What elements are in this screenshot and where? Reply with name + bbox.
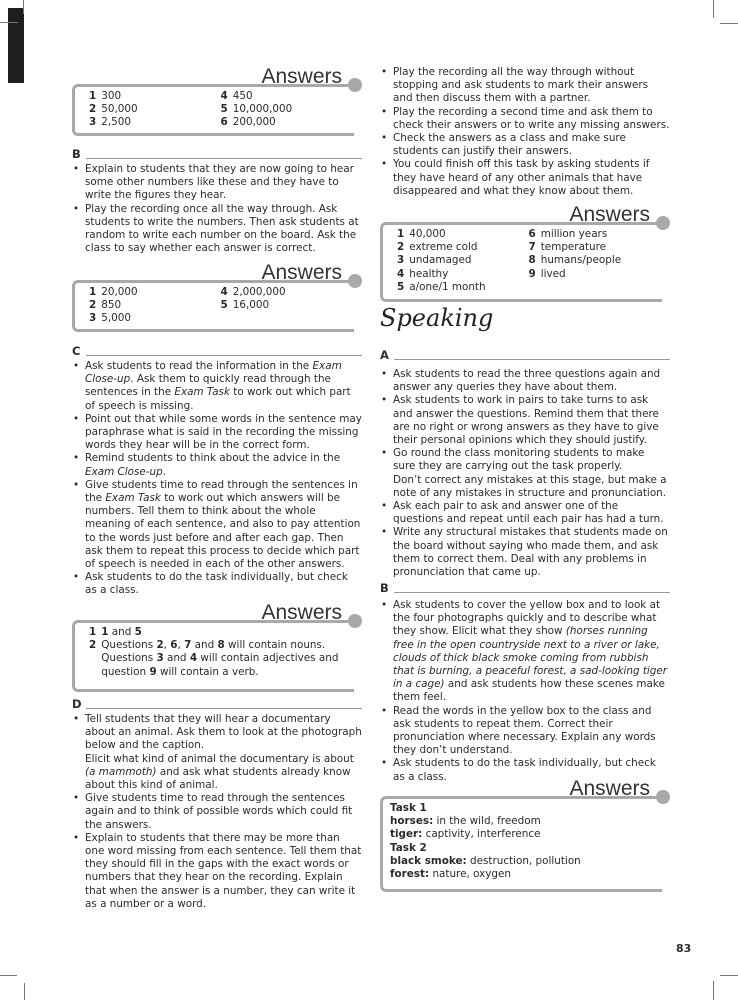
crop-mark	[23, 0, 24, 14]
answers-heading: Answers	[569, 203, 650, 226]
speaking-section-a-heading: A	[380, 349, 670, 363]
list-item: • Ask students to do the task individually, but check as a class.	[380, 757, 670, 783]
answer-item: 4 healthy	[397, 267, 449, 280]
crop-mark	[24, 983, 25, 1000]
answers-heading: Answers	[569, 777, 650, 800]
crop-mark	[0, 22, 18, 23]
answer-item: 5 16,000	[220, 299, 270, 312]
answer-item: 4 450	[220, 90, 253, 102]
task-label: Task 1	[390, 802, 427, 814]
answer-item: 1 20,000	[89, 286, 138, 298]
list-item: • Give students time to read through the sentences in the Exam Task to work out which answers will be numbers. Tell them to think about the whole meaning of each sentence, and also to pay attention to the words just before and after each gap. Then ask them to repeat this process to decide which part of speech is needed in each of the other answers.	[72, 479, 362, 571]
speaking-section-b-list	[380, 599, 670, 784]
list-item: • Ask each pair to ask and answer one of the questions and repeat until each pair has had a turn.	[380, 500, 670, 526]
list-item: • Remind students to think about the advice in the Exam Close-up.	[72, 452, 362, 478]
answer-item: tiger: captivity, interference	[390, 828, 541, 841]
page-number: 83	[676, 942, 692, 955]
list-item: • Write any structural mistakes that students made on the board without saying who made them, and ask them to correct them. Deal with any problems in pronunciation that came up.	[380, 526, 670, 579]
task-label: Task 2	[390, 841, 427, 854]
answer-item: 6 million years	[528, 228, 608, 240]
answer-item: 2 850	[89, 299, 122, 312]
list-item: • Tell students that they will hear a documentary about an animal. Ask them to look at the photograph below and the caption. Elicit what kind of animal the documentary is about (a mammoth) and ask what students already know about this kind of animal.	[72, 713, 362, 792]
list-item: • Explain to students that there may be more than one word missing from each sentence. Tell them that they should fill in the gaps with the exact words or numbers that they hear on the recording. Explain that when the answer is a number, they can write it as a number or a word.	[72, 832, 362, 911]
section-d-continued-list	[380, 66, 670, 198]
list-item: • Explain to students that they are now going to hear some other numbers like these and they have to write the figures they hear.	[72, 163, 362, 203]
answer-item: 4 2,000,000	[220, 286, 286, 298]
list-item: • Ask students to read the three questions again and answer any queries they have about them.	[380, 368, 670, 394]
answers-box-4	[380, 204, 670, 302]
answer-item: 8 humans/people	[528, 254, 622, 267]
list-item: • Check the answers as a class and make sure students can justify their answers.	[380, 132, 670, 158]
answers-box-3	[72, 602, 362, 692]
list-item: • Ask students to do the task individually, but check as a class.	[72, 571, 362, 597]
answer-item: 9 lived	[528, 267, 566, 280]
list-item: • You could finish off this task by asking students if they have heard of any other animals that have disappeared and what they know about them.	[380, 158, 670, 198]
crop-mark	[720, 23, 738, 24]
answers-box-1	[72, 66, 362, 136]
chapter-tab-marker	[8, 8, 24, 83]
crop-mark	[713, 981, 714, 1000]
crop-mark	[713, 0, 714, 18]
section-b-list	[72, 163, 362, 255]
section-d-heading: D	[72, 698, 362, 712]
crop-mark	[720, 975, 738, 976]
answer-item: 3 2,500	[89, 116, 131, 129]
section-b-heading: B	[72, 148, 362, 162]
list-item: • Give students time to read through the sentences again and to think of possible words which could fit the answers.	[72, 792, 362, 832]
answer-item: 1 40,000	[397, 228, 446, 240]
answers-heading: Answers	[261, 261, 342, 284]
list-item: • Read the words in the yellow box to the class and ask students to repeat them. Correct their pronunciation where necessary. Explain any words they don’t understand.	[380, 705, 670, 758]
answer-item: 2 50,000	[89, 103, 138, 116]
answer-item: 1 1 and 5	[89, 626, 142, 638]
answer-item: 2 extreme cold	[397, 241, 478, 254]
speaking-section-a-list	[380, 368, 670, 579]
list-item: • Ask students to work in pairs to take turns to ask and answer the questions. Remind them that there are no right or wrong answers as they have to give their personal opinions which they should justify.	[380, 394, 670, 447]
answer-item: 5 a/one/1 month	[397, 280, 486, 293]
list-item: • Play the recording all the way through without stopping and ask students to mark their answers and then discuss them with a partner.	[380, 66, 670, 106]
list-item: • Play the recording a second time and ask them to check their answers or to write any missing answers.	[380, 106, 670, 132]
list-item: • Ask students to cover the yellow box and to look at the four photographs quickly and to describe what they show. Elicit what they show (horses running free in the open countryside next to a river or lake, clouds of thick black smoke coming from rubbish that is burning, a peaceful forest, a sad-looking tiger in a cage) and ask students how these scenes make them feel.	[380, 599, 670, 705]
list-item: • Ask students to read the information in the Exam Close-up. Ask them to quickly read through the sentences in the Exam Task to work out which part of speech is missing.	[72, 360, 362, 413]
answer-item: 2 Questions 2, 6, 7 and 8 will contain nouns. Questions 3 and 4 will contain adjectives and question 9 will contain a verb.	[89, 639, 339, 678]
crop-mark	[0, 975, 17, 976]
section-c-list	[72, 360, 362, 598]
list-item: • Go round the class monitoring students to make sure they are carrying out the task properly. Don’t correct any mistakes at this stage, but make a note of any mistakes in structure and pronunciation.	[380, 447, 670, 500]
answers-box-2	[72, 262, 362, 332]
answer-item: 6 200,000	[220, 116, 276, 129]
answer-item: horses: in the wild, freedom	[390, 815, 541, 828]
list-item: • Play the recording once all the way through. Ask students to write the numbers. Then ask students at random to write each number on the board. Ask the class to say whether each answer is correct.	[72, 203, 362, 256]
speaking-heading: Speaking	[380, 304, 494, 332]
answer-item: 1 300	[89, 90, 122, 102]
answer-item: 3 5,000	[89, 312, 131, 325]
answer-item: forest: nature, oxygen	[390, 868, 512, 881]
answer-item: 7 temperature	[528, 241, 607, 254]
answers-heading: Answers	[261, 601, 342, 624]
section-c-heading: C	[72, 345, 362, 359]
speaking-section-b-heading: B	[380, 582, 670, 596]
answer-item: black smoke: destruction, pollution	[390, 854, 581, 867]
answer-item: 5 10,000,000	[220, 103, 293, 116]
answer-item: 3 undamaged	[397, 254, 472, 267]
section-d-list	[72, 713, 362, 911]
answers-box-5	[380, 778, 670, 892]
answers-heading: Answers	[261, 65, 342, 88]
list-item: • Point out that while some words in the sentence may paraphrase what is said in the recording the missing words they hear will be in the correct form.	[72, 413, 362, 453]
